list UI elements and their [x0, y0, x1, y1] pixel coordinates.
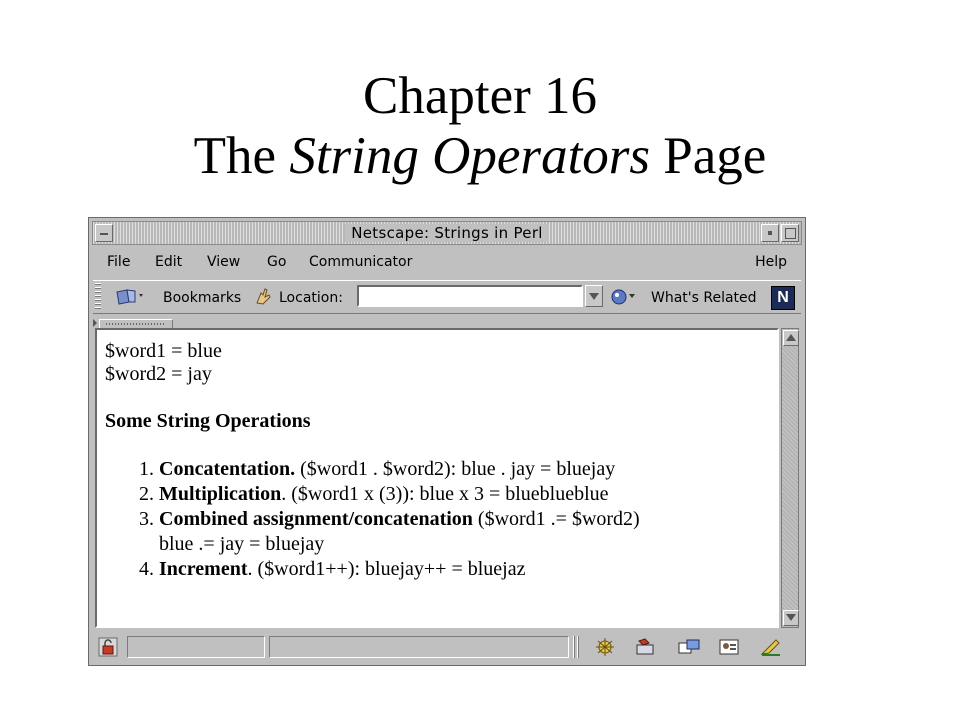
minimize-button[interactable]	[761, 224, 779, 242]
status-field-progress	[127, 636, 265, 658]
menu-edit[interactable]: Edit	[155, 254, 183, 270]
whats-related-button[interactable]: What's Related	[651, 290, 757, 306]
item-detail: ($word1 .= $word2)	[472, 508, 640, 530]
content-line-word2: $word2 = jay	[105, 363, 212, 385]
page-content	[95, 328, 779, 628]
menu-communicator[interactable]: Communicator	[309, 254, 413, 270]
list-item	[159, 557, 773, 582]
navigator-icon[interactable]	[593, 637, 617, 657]
bookmarks-button[interactable]: Bookmarks	[163, 290, 242, 306]
content-line-word1: $word1 = blue	[105, 340, 222, 362]
slide-title-chapter: Chapter 16	[362, 67, 598, 125]
scroll-up-button[interactable]	[783, 330, 799, 346]
location-toolbar	[93, 280, 801, 314]
list-item	[159, 507, 773, 557]
status-field-message	[269, 636, 569, 658]
item-detail: . ($word1++): bluejay++ = bluejaz	[247, 558, 526, 580]
menu-help[interactable]: Help	[755, 254, 787, 270]
content-heading: Some String Operations	[105, 410, 311, 432]
bookmarks-book-icon[interactable]	[115, 288, 145, 306]
item-term: Increment	[159, 558, 248, 580]
menu-view[interactable]: View	[207, 254, 241, 270]
menu-go[interactable]: Go	[267, 254, 287, 270]
item-term: Concatentation.	[159, 458, 296, 480]
window-title-wrap	[93, 222, 801, 244]
maximize-button[interactable]	[781, 224, 799, 242]
component-bar-grip[interactable]	[573, 636, 581, 658]
scroll-down-button[interactable]	[783, 610, 799, 626]
slide-title-subtitle	[0, 126, 960, 186]
item-detail-continued: blue .= jay = bluejay	[159, 533, 325, 555]
window-titlebar[interactable]	[92, 221, 802, 245]
netscape-n-logo[interactable]: N	[771, 286, 795, 310]
menu-bar	[93, 252, 801, 274]
item-term: Combined assignment/concatenation	[159, 508, 473, 530]
list-item	[159, 457, 773, 482]
list-item	[159, 482, 773, 507]
operations-list	[105, 457, 773, 582]
item-detail: . ($word1 x (3)): blue x 3 = blueblueblue	[281, 483, 609, 505]
location-dropdown-button[interactable]	[585, 285, 603, 307]
location-label: Location:	[279, 290, 343, 306]
discussions-icon[interactable]	[677, 637, 701, 657]
slide-title	[0, 66, 960, 186]
subtitle-prefix: The	[193, 127, 290, 185]
subtitle-italic: String Operators	[289, 127, 651, 185]
address-book-icon[interactable]	[717, 637, 741, 657]
window-title: Netscape: Strings in Perl	[345, 224, 549, 242]
mail-icon[interactable]	[633, 637, 657, 657]
status-bar	[93, 632, 801, 662]
toolbar-grip[interactable]	[95, 283, 101, 309]
item-detail: ($word1 . $word2): blue . jay = bluejay	[295, 458, 616, 480]
subtitle-suffix: Page	[650, 127, 767, 185]
composer-icon[interactable]	[759, 637, 783, 657]
location-input[interactable]	[357, 285, 583, 307]
whats-related-icon[interactable]	[609, 286, 637, 308]
item-term: Multiplication	[159, 483, 282, 505]
browser-window	[88, 217, 806, 666]
security-lock-icon[interactable]	[97, 636, 119, 658]
vertical-scrollbar[interactable]	[781, 328, 799, 628]
menu-file[interactable]: File	[107, 254, 131, 270]
location-hand-icon[interactable]	[253, 287, 273, 307]
collapsed-toolbar-arrow-icon[interactable]	[93, 319, 97, 327]
